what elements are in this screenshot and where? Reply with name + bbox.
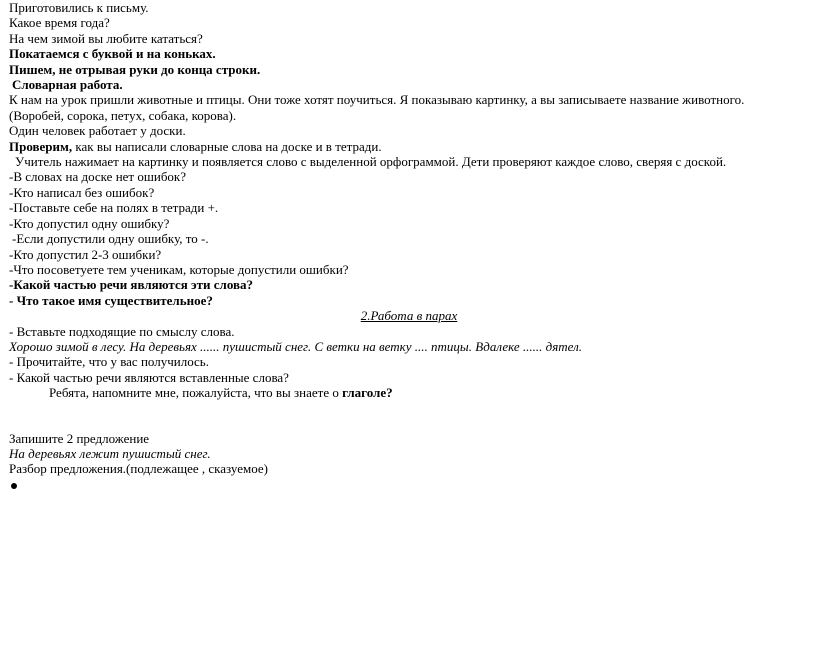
text-line: Учитель нажимает на картинку и появляется слово с выделенной орфограммой. Дети проверяют каждое слово, сверяя с доской. [15,154,727,170]
bold-line: -Какой частью речи являются эти слова? [9,277,254,293]
bold-line: Покатаемся с буквой и на коньках. [9,46,216,62]
text-line: Разбор предложения.(подлежащее , сказуемое) [9,461,268,477]
section-title: 2.Работа в парах [360,308,458,324]
text-line: -Если допустили одну ошибку, то -. [12,231,209,247]
bullet-icon [11,483,17,489]
text-line: -В словах на доске нет ошибок? [9,169,187,185]
text-line: - Прочитайте, что у вас получилось. [9,354,209,370]
text-line: -Кто допустил одну ошибку? [9,215,170,231]
text-line: - Какой частью речи являются вставленные слова? [9,369,289,385]
heading-vocabulary-work: Словарная работа. [12,77,123,93]
text-span: как вы написали словарные слова на доске и в тетради. [72,138,382,154]
text-line: - Вставьте подходящие по смыслу слова. [9,323,235,339]
text-line: К нам на урок пришли животные и птицы. Они тоже хотят поучиться. Я показываю картинку, а вы записываете название животного. [9,92,745,108]
bold-word: Проверим, [9,138,73,154]
text-line: Один человек работает у доски. [9,123,186,139]
italic-line: На деревьях лежит пушистый снег. [9,445,211,461]
bold-line: - Что такое имя существительное? [9,292,213,308]
blank-gap [9,401,809,431]
text-line: -Что посоветуете тем ученикам, которые допустили ошибки? [9,261,349,277]
bold-line: Пишем, не отрывая руки до конца строки. [9,61,261,77]
italic-line: Хорошо зимой в лесу. На деревьях ...... пушистый снег. С ветки на ветку .... птицы. Вдалеке ...... дятел. [9,338,583,354]
text-line: -Поставьте себе на полях в тетради +. [9,200,219,216]
text-line: -Кто написал без ошибок? [9,184,155,200]
text-line: На чем зимой вы любите кататься? [9,30,203,46]
text-line: (Воробей, сорока, петух, собака, корова). [9,107,237,123]
document-page [9,0,809,492]
text-span: Ребята, напомните мне, пожалуйста, что вы знаете о [49,385,343,401]
text-line: Какое время года? [9,15,110,31]
text-line: -Кто допустил 2-3 ошибки? [9,246,162,262]
text-line [9,139,809,154]
bold-word: глаголе? [342,385,393,401]
text-line: Запишите 2 предложение [9,430,150,446]
bullet-line [9,477,809,492]
text-line: Приготовились к письму. [9,0,149,15]
text-line [9,385,809,400]
